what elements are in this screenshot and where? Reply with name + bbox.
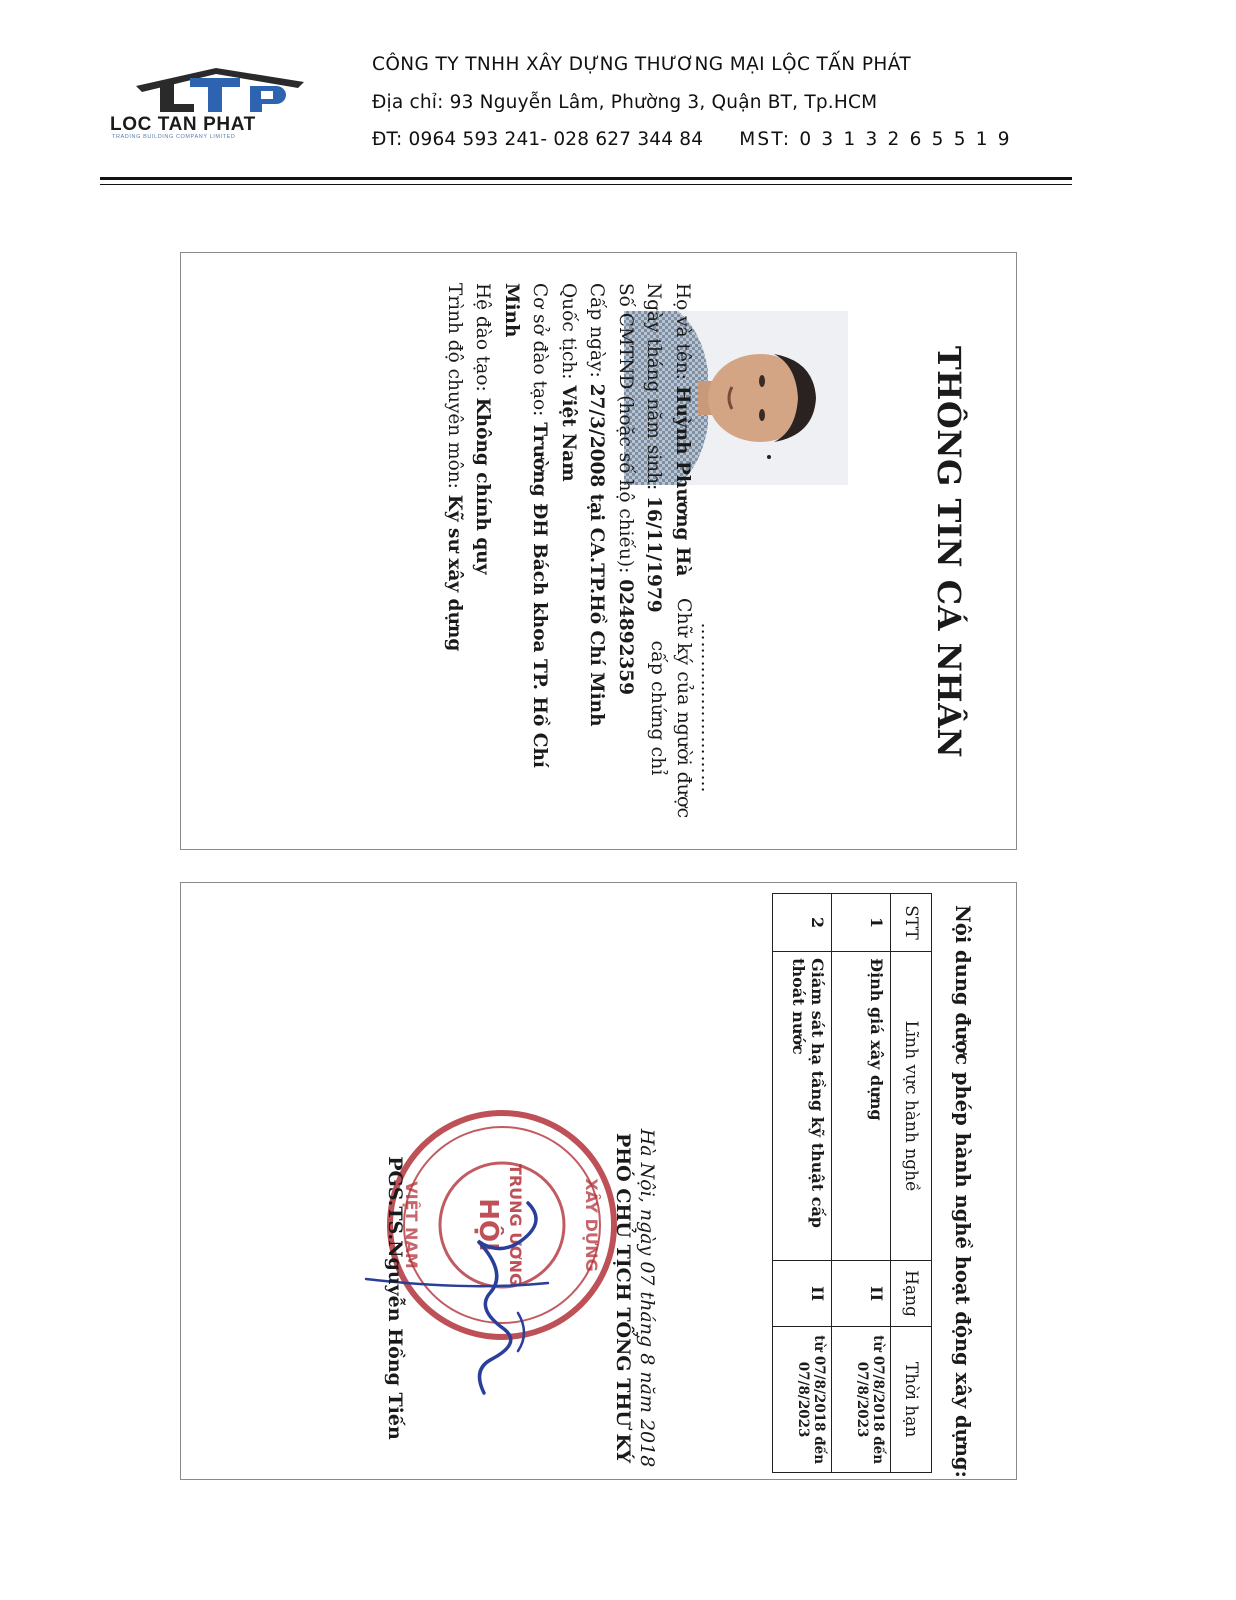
header-rule-thick xyxy=(100,177,1072,180)
table-row xyxy=(832,894,891,1473)
field-institution: Cơ sở đào tạo: Trường ĐH Bách khoa TP. Hồ Chí Minh xyxy=(501,283,551,768)
svg-text:HỘI: HỘI xyxy=(473,1198,503,1252)
signer-position: PHÓ CHỦ TỊCH TỔNG THƯ KÝ xyxy=(612,1132,634,1464)
svg-text:TRUNG ƯƠNG: TRUNG ƯƠNG xyxy=(506,1163,525,1287)
company-contacts xyxy=(372,129,1012,150)
row-field: Định giá xây dựng xyxy=(832,952,891,1261)
row-field: Giám sát hạ tầng kỹ thuật cấp thoát nước xyxy=(773,952,832,1261)
permit-title: Nội dung được phép hành nghề hoạt động xây dựng: xyxy=(951,905,974,1478)
col-stt: STT xyxy=(891,894,932,952)
company-phone: ĐT: 0964 593 241- 028 627 344 84 xyxy=(372,129,704,150)
row-rank: II xyxy=(832,1260,891,1326)
company-name: CÔNG TY TNHH XÂY DỰNG THƯƠNG MẠI LỘC TẤN PHÁT xyxy=(372,54,912,75)
row-stt: 2 xyxy=(773,894,832,952)
personal-info-card xyxy=(180,252,1017,850)
field-issue-date: Cấp ngày: 27/3/2008 tại CA.TP.Hồ Chí Minh xyxy=(586,283,608,727)
col-field: Lĩnh vực hành nghề xyxy=(891,952,932,1261)
svg-text:XÂY DỰNG: XÂY DỰNG xyxy=(582,1178,601,1272)
field-birth-date: Ngày tháng năm sinh: 16/11/1979 xyxy=(643,283,665,613)
table-header-row xyxy=(891,894,932,1473)
header-rule-thin xyxy=(100,184,1072,185)
card-title: THÔNG TIN CÁ NHÂN xyxy=(930,345,968,759)
row-stt: 1 xyxy=(832,894,891,952)
company-tax-code: MST: 0 3 1 3 2 6 5 5 1 9 xyxy=(739,129,1012,150)
signature-dots: ……………………… xyxy=(697,622,718,794)
permit-table xyxy=(772,893,932,1473)
logo-wordmark: LOC TAN PHAT xyxy=(110,114,256,135)
table-row xyxy=(773,894,832,1473)
row-term: từ 07/8/2018 đến 07/8/2023 xyxy=(773,1327,832,1473)
field-training-type: Hệ đào tạo: Không chính quy xyxy=(472,283,494,575)
logo-subtitle: TRADING BUILDING COMPANY LIMITED xyxy=(112,134,236,140)
house-logo-icon xyxy=(108,62,340,118)
field-full-name: Họ và tên: Huỳnh Phương Hà xyxy=(672,283,693,577)
signature-label: Chữ ký của người được cấp chứng chỉ xyxy=(647,597,695,819)
permit-card xyxy=(180,882,1017,1480)
issue-date-line: Hà Nội, ngày 07 tháng 8 năm 2018 xyxy=(636,1128,658,1468)
col-rank: Hạng xyxy=(891,1260,932,1326)
col-term: Thời hạn xyxy=(891,1327,932,1473)
row-term: từ 07/8/2018 đến 07/8/2023 xyxy=(832,1327,891,1473)
field-qualification: Trình độ chuyên môn: Kỹ sư xây dựng xyxy=(444,283,465,652)
field-nationality: Quốc tịch: Việt Nam xyxy=(558,283,579,482)
company-address: Địa chỉ: 93 Nguyễn Lâm, Phường 3, Quận BT, Tp.HCM xyxy=(372,92,878,113)
field-id-number: Số CMTND (hoặc số hộ chiếu): 024892359 xyxy=(615,283,636,696)
row-rank: II xyxy=(773,1260,832,1326)
mark-dot xyxy=(767,455,771,459)
personal-fields xyxy=(440,283,697,773)
signer-name: PGS.TS.Nguyễn Hồng Tiến xyxy=(384,1156,406,1440)
svg-text:VIỆT NAM: VIỆT NAM xyxy=(402,1181,421,1269)
